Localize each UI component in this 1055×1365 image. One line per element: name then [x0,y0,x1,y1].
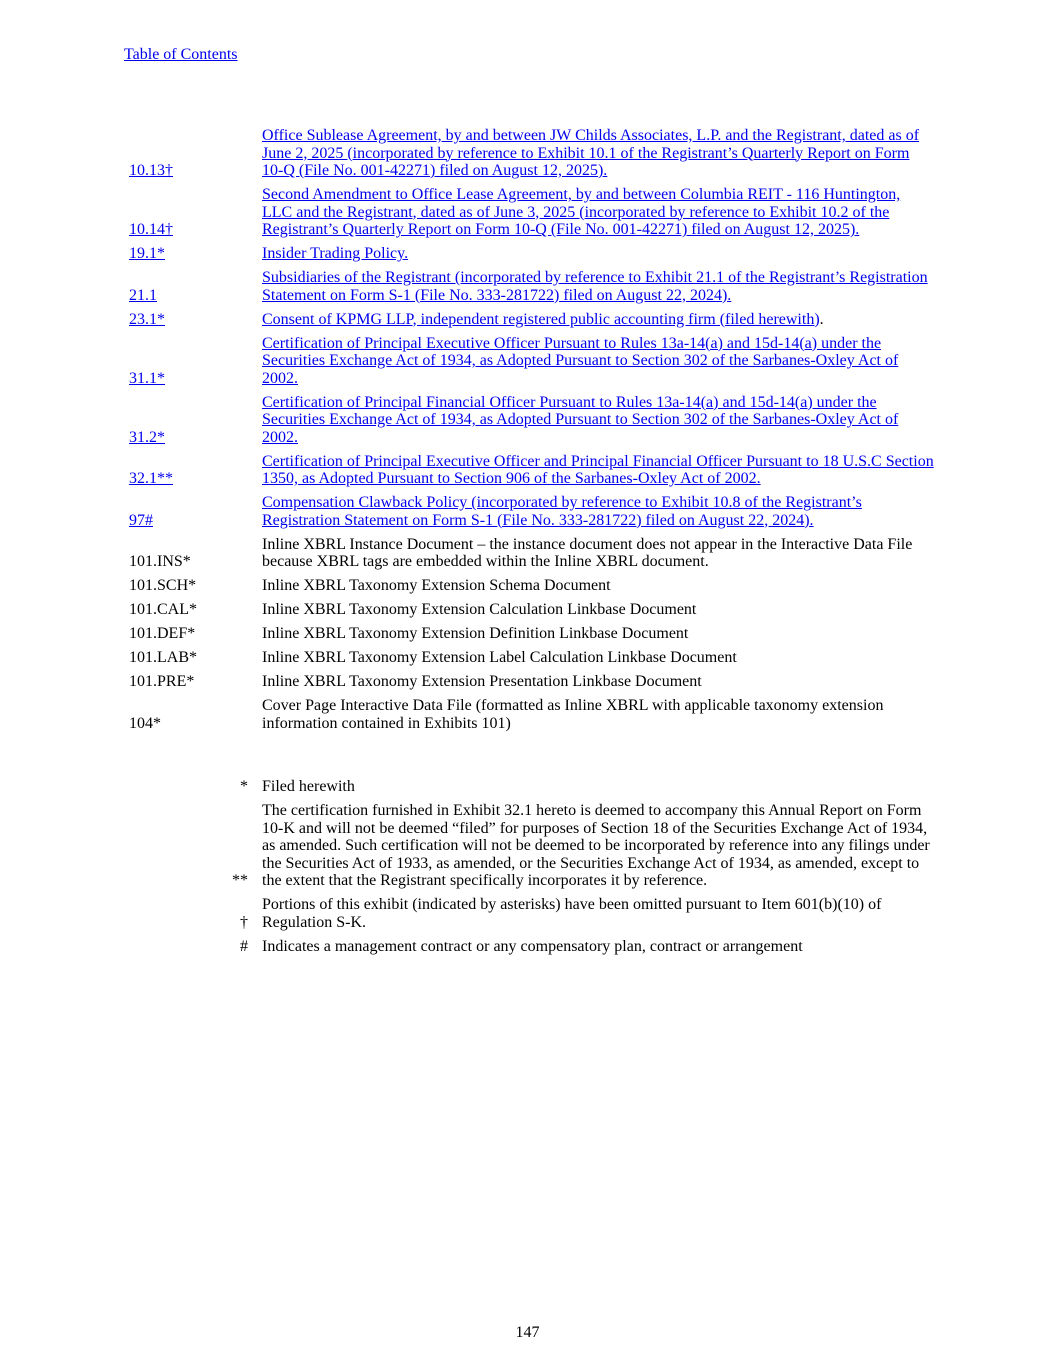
exhibit-number-link[interactable]: 10.13† [129,162,173,179]
exhibit-row [129,127,934,180]
footnote-text: The certification furnished in Exhibit 32.1 hereto is deemed to accompany this Annual Report on Form 10-K and will not be deemed “filed” for purposes of Section 18 of the Securities Exchange Act of 1934, as amended. Such certification will not be deemed to be incorporated by reference into any filings under the Securities Act of 1933, as amended, or the Securities Exchange Act of 1934, as amended, except to the extent that the Registrant specifically incorporates it by reference. [262,802,930,889]
exhibit-description: Inline XBRL Taxonomy Extension Definition Linkbase Document [262,625,689,642]
table-of-contents-link[interactable]: Table of Contents [124,46,238,63]
exhibit-number: 104* [129,714,161,732]
footnote-text: Indicates a management contract or any compensatory plan, contract or arrangement [262,937,803,955]
footnote [229,802,934,890]
exhibit-number: 101.SCH* [129,577,197,594]
footnote-text: Filed herewith [262,778,355,795]
footnote-text: Portions of this exhibit (indicated by asterisks) have been omitted pursuant to Item 601(b)(10) of Regulation S-K. [262,896,882,931]
exhibit-number-link[interactable]: 19.1* [129,245,165,262]
footnote [229,938,934,956]
exhibit-number-link[interactable]: 32.1** [129,470,173,487]
exhibit-number-link[interactable]: 21.1 [129,286,157,304]
exhibit-number-link[interactable]: 31.2* [129,428,165,446]
exhibit-row [129,245,934,263]
exhibit-number: 101.PRE* [129,673,195,690]
exhibit-row [129,577,934,595]
exhibit-row [129,536,934,571]
footnotes [229,778,934,962]
exhibit-description-link[interactable]: Consent of KPMG LLP, independent registered public accounting firm (filed herewith) [262,310,820,328]
exhibit-number: 101.DEF* [129,625,196,642]
exhibit-number-link[interactable]: 97# [129,511,153,529]
exhibit-description: Inline XBRL Taxonomy Extension Schema Document [262,577,611,594]
exhibit-row [129,186,934,239]
exhibit-description: Inline XBRL Taxonomy Extension Calculation Linkbase Document [262,601,697,618]
exhibit-description-link[interactable]: Certification of Principal Financial Officer Pursuant to Rules 13a-14(a) and 15d-14(a) under the Securities Exchange Act of 1934, as Adopted Pursuant to Section 302 of the Sarbanes-Oxley Act of 2002. [262,393,899,446]
footnote-symbol: † [240,913,248,931]
exhibit-number-link[interactable]: 23.1* [129,310,165,328]
exhibit-description-link[interactable]: Insider Trading Policy. [262,245,409,262]
exhibit-description-link[interactable]: Certification of Principal Executive Officer and Principal Financial Officer Pursuant to 18 U.S.C Section 1350, as Adopted Pursuant to Section 906 of the Sarbanes-Oxley Act of 2002. [262,452,934,487]
exhibit-number: 101.LAB* [129,649,197,666]
exhibit-description: Cover Page Interactive Data File (formatted as Inline XBRL with applicable taxonomy extension information contained in Exhibits 101) [262,697,884,732]
footnote [229,896,934,931]
exhibit-description-suffix: . [819,310,824,328]
exhibit-description: Inline XBRL Taxonomy Extension Label Calculation Linkbase Document [262,649,737,666]
footnote-symbol: * [240,778,248,795]
exhibit-description-link[interactable]: Subsidiaries of the Registrant (incorporated by reference to Exhibit 21.1 of the Registrant’s Registration Statement on Form S-1 (File No. 333-281722) filed on August 22, 2024). [262,269,928,304]
page-number: 147 [515,1324,540,1341]
exhibit-row [129,269,934,304]
exhibit-number-link[interactable]: 10.14† [129,221,173,238]
exhibit-description: Inline XBRL Instance Document – the instance document does not appear in the Interactive Data File because XBRL tags are embedded within the Inline XBRL document. [262,535,913,570]
exhibit-description-link[interactable]: Office Sublease Agreement, by and between JW Childs Associates, L.P. and the Registrant, dated as of June 2, 2025 (incorporated by reference to Exhibit 10.1 of the Registrant’s Quarterly Report on Form 10-Q (File No. 001-42271) filed on August 12, 2025). [262,127,920,179]
exhibit-row [129,494,934,529]
exhibit-number-link[interactable]: 31.1* [129,369,165,387]
footnote-symbol: ** [232,872,248,889]
exhibit-index [129,127,934,739]
exhibit-description-link[interactable]: Certification of Principal Executive Officer Pursuant to Rules 13a-14(a) and 15d-14(a) under the Securities Exchange Act of 1934, as Adopted Pursuant to Section 302 of the Sarbanes-Oxley Act of 2002. [262,334,899,387]
exhibit-description: Inline XBRL Taxonomy Extension Presentation Linkbase Document [262,673,702,690]
footnote [229,778,934,796]
exhibit-number: 101.INS* [129,553,191,570]
exhibit-row [129,697,934,732]
exhibit-row [129,649,934,667]
exhibit-row [129,453,934,488]
exhibit-row [129,311,934,329]
footnote-symbol: # [240,937,248,955]
exhibit-row [129,335,934,388]
exhibit-description-link[interactable]: Second Amendment to Office Lease Agreement, by and between Columbia REIT - 116 Huntington, LLC and the Registrant, dated as of June 3, 2025 (incorporated by reference to Exhibit 10.2 of the Registrant’s Quarterly Report on Form 10-Q (File No. 001-42271) filed on August 12, 2025). [262,186,901,238]
exhibit-row [129,601,934,619]
exhibit-description-link[interactable]: Compensation Clawback Policy (incorporated by reference to Exhibit 10.8 of the Registrant’s Registration Statement on Form S-1 (File No. 333-281722) filed on August 22, 2024). [262,494,862,529]
exhibit-number: 101.CAL* [129,601,197,618]
exhibit-row [129,394,934,447]
exhibit-row [129,625,934,643]
exhibit-row [129,673,934,691]
